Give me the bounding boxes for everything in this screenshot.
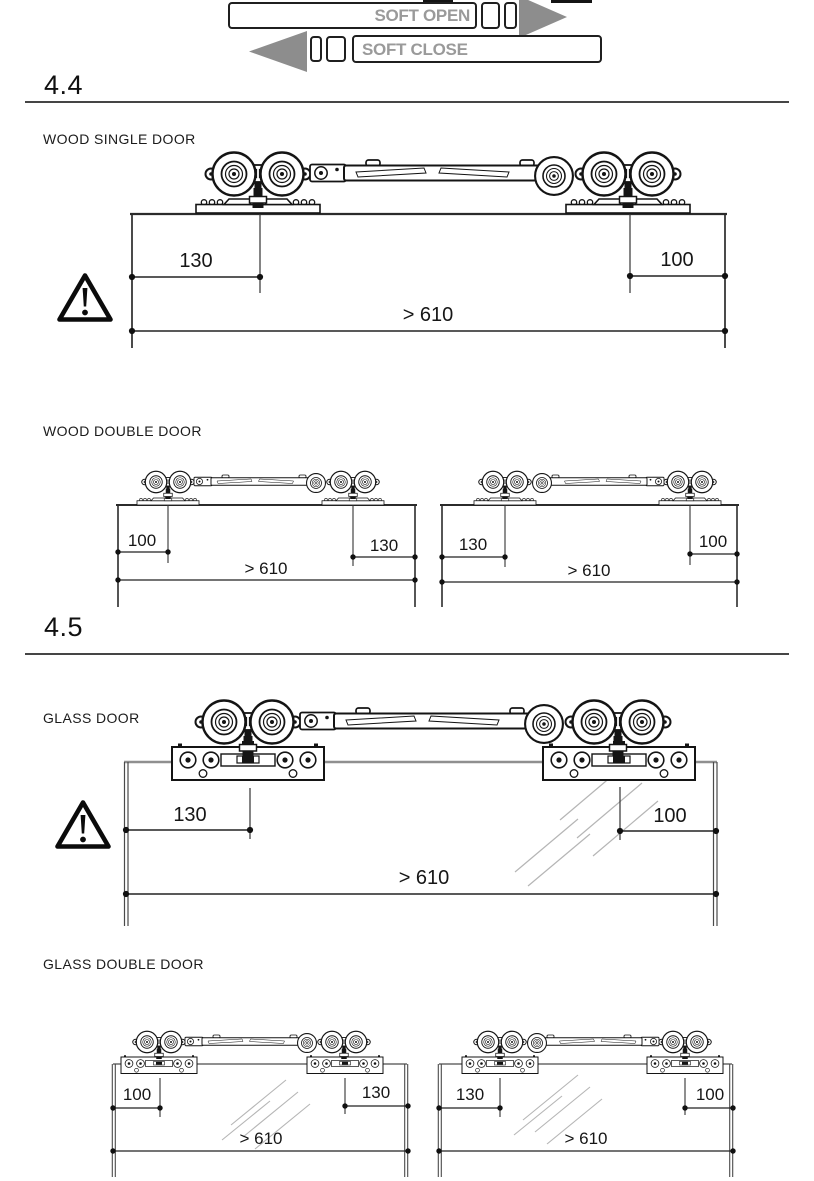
- dim-label: > 610: [244, 559, 288, 578]
- dim-label: 100: [653, 805, 687, 827]
- dim-label: 100: [660, 249, 694, 271]
- dim-width: [129, 304, 728, 334]
- diagram-title-wood-double: WOOD DOUBLE DOOR: [43, 423, 202, 439]
- soft-open-arrow-icon: [519, 0, 569, 38]
- soft-close-bar: [352, 35, 602, 63]
- soft-close-segment-small: [310, 36, 322, 62]
- dim-label: 130: [173, 804, 207, 826]
- roller-mechanism: [479, 471, 717, 499]
- dim-label: 100: [122, 1085, 152, 1104]
- mounting-plate: [474, 498, 536, 505]
- dim-label: 100: [695, 1085, 725, 1104]
- dim-left: [129, 250, 263, 280]
- glass-door-diagram: [0, 660, 814, 930]
- dim-label: 130: [369, 536, 399, 555]
- mounting-plate: [137, 498, 199, 505]
- dim-label: 130: [455, 1085, 485, 1104]
- glass-hatch: [515, 765, 658, 886]
- soft-open-close-banner: [0, 0, 814, 75]
- diagram-title-wood-single: WOOD SINGLE DOOR: [43, 131, 196, 147]
- diagram-title-glass-double: GLASS DOUBLE DOOR: [43, 956, 204, 972]
- soft-close-label: SOFT CLOSE: [362, 40, 468, 59]
- mounting-plate: [322, 498, 384, 505]
- section-number-44: 4.4: [44, 70, 84, 100]
- dim-label: 100: [127, 531, 157, 550]
- section-divider: [25, 653, 789, 655]
- dim-label: > 610: [402, 304, 454, 326]
- glass-double-door-diagram: [0, 1000, 814, 1181]
- dim-right: [627, 249, 728, 279]
- diagram-title-glass-single: GLASS DOOR: [43, 710, 140, 726]
- roller-mechanism: [474, 1031, 712, 1059]
- wood-double-left-panel: [115, 471, 417, 607]
- glass-double-left-panel: [110, 1031, 410, 1177]
- soft-open-segment-small: [504, 2, 517, 29]
- section-number-45: 4.5: [44, 612, 84, 642]
- glass-double-right-panel: [436, 1031, 735, 1177]
- soft-open-segment-large: [481, 2, 500, 29]
- roller-mechanism: [133, 1031, 371, 1059]
- wood-double-door-diagram: [0, 450, 814, 610]
- dim-label: > 610: [567, 561, 611, 580]
- section-divider: [25, 101, 789, 103]
- dim-label: 130: [361, 1083, 391, 1102]
- roller-mechanism: [142, 471, 380, 499]
- dim-label: 130: [179, 250, 213, 272]
- dim-label: 100: [698, 532, 728, 551]
- dim-label: > 610: [398, 867, 450, 889]
- warning-icon: [58, 803, 109, 847]
- soft-open-bar: [228, 2, 477, 29]
- dim-label: > 610: [239, 1129, 283, 1148]
- dim-label: 130: [458, 535, 488, 554]
- dim-label: > 610: [564, 1129, 608, 1148]
- soft-close-segment-large: [326, 36, 346, 62]
- dim-left: [123, 804, 253, 833]
- wood-double-right-panel: [439, 471, 739, 607]
- dim-width: [123, 867, 719, 897]
- soft-open-label: SOFT OPEN: [374, 6, 470, 25]
- wood-single-door-diagram: [0, 145, 814, 355]
- soft-close-arrow-icon: [249, 31, 307, 72]
- mounting-plate: [659, 498, 721, 505]
- dim-right: [617, 805, 719, 834]
- warning-icon: [60, 276, 111, 320]
